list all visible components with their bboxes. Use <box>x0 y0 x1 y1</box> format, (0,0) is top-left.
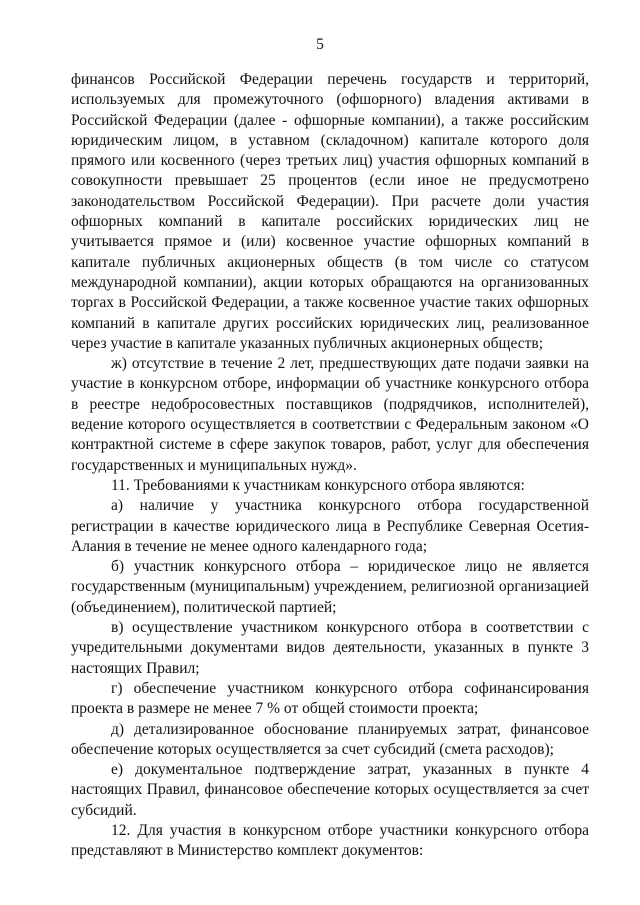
paragraph-item-a: а) наличие у участника конкурсного отбора государственной регистрации в качестве юридического лица в Республике Северная Осетия-Алания в течение не менее одного календарного года; <box>71 497 589 555</box>
paragraph-item-b: б) участник конкурсного отбора – юридическое лицо не является государственным (муниципальным) учреждением, религиозной организацией (объединением), политической партией; <box>71 558 589 616</box>
paragraph-item-g: г) обеспечение участником конкурсного отбора софинансирования проекта в размере не менее 7 % от общей стоимости проекта; <box>71 679 589 718</box>
page-number: 5 <box>316 36 324 53</box>
paragraph-item-d: д) детализированное обоснование планируемых затрат, финансовое обеспечение которых осуществляется за счет субсидий (смета расходов); <box>71 720 589 758</box>
paragraph-offshore-continuation: финансов Российской Федерации перечень государств и территорий, используемых для промежуточного (офшорного) владения активами в Российской Федерации (далее - офшорные компании), а также российским юридическим лицом, в уставном (складочном) капитале которого доля прямого или косвенного (через третьих лиц) участия офшорных компаний в совокупности превышает 25 процентов (если иное не предусмотрено законодательством Российской Федерации). При расчете доли участия офшорных компаний в капитале российских юридических лиц не учитывается прямое и (или) косвенное участие офшорных компаний в капитале публичных акционерных обществ (в том числе со статусом международной компании), акции которых обращаются на организованных торгах в Российской Федерации, а также косвенное участие таких офшорных компаний в капитале других российских юридических лиц, реализованное через участие в капитале указанных публичных акционерных обществ; <box>71 71 589 352</box>
document-body <box>71 70 589 862</box>
paragraph-item-zh: ж) отсутствие в течение 2 лет, предшествующих дате подачи заявки на участие в конкурсном отборе, информации об участнике конкурсного отбора в реестре недобросовестных поставщиков (подрядчиков, исполнителей), ведение которого осуществляется в соответствии с Федеральным законом «О контрактной системе в сфере закупок товаров, работ, услуг для обеспечения государственных и муниципальных нужд». <box>71 355 589 474</box>
paragraph-section-12: 12. Для участия в конкурсном отборе участники конкурсного отбора представляют в Министерство комплект документов: <box>71 821 589 860</box>
paragraph-item-e: е) документальное подтверждение затрат, указанных в пункте 4 настоящих Правил, финансовое обеспечение которых осуществляется за счет субсидий. <box>71 761 589 819</box>
paragraph-section-11: 11. Требованиями к участникам конкурсного отбора являются: <box>111 476 525 494</box>
paragraph-item-v: в) осуществление участником конкурсного отбора в соответствии с учредительными документами видов деятельности, указанных в пункте 3 настоящих Правил; <box>71 619 589 677</box>
